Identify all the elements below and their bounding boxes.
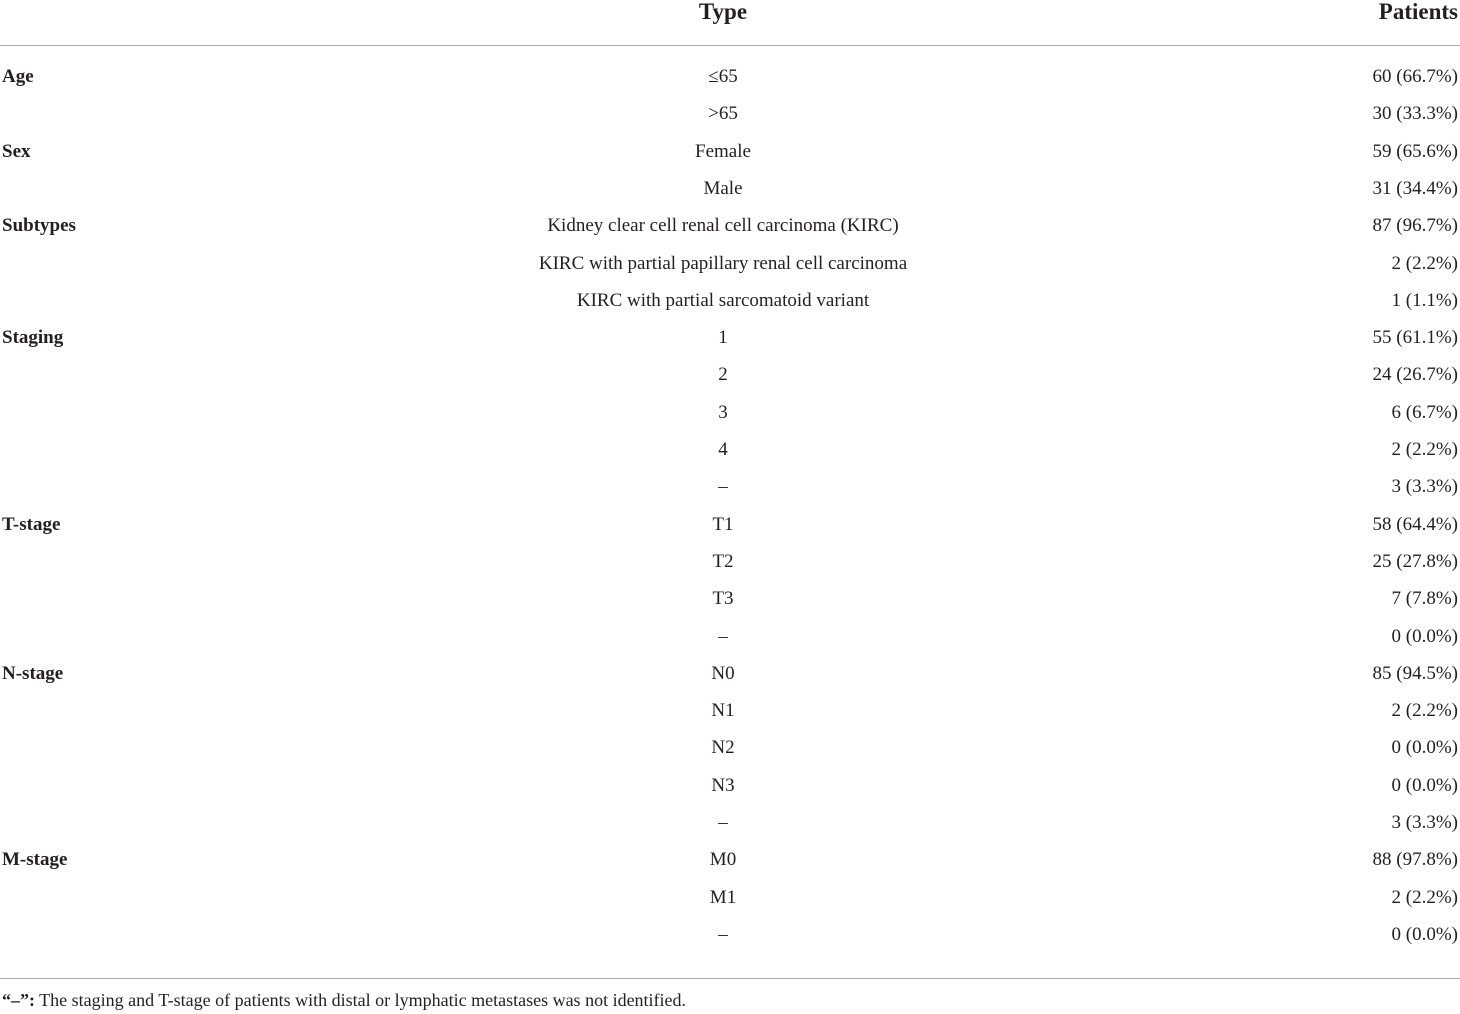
row-type-cell: KIRC with partial sarcomatoid variant (576, 290, 870, 311)
row-patients-cell: 2 (2.2%) (1391, 253, 1458, 274)
table-row (0, 584, 1460, 614)
table-row (0, 920, 1460, 950)
footer-rule (0, 978, 1460, 979)
row-type-cell: – (718, 626, 728, 647)
table-row (0, 622, 1460, 652)
row-type-cell: KIRC with partial papillary renal cell carcinoma (538, 253, 908, 274)
table-row (0, 808, 1460, 838)
row-patients-cell: 60 (66.7%) (1372, 66, 1458, 87)
row-patients-cell: 2 (2.2%) (1391, 700, 1458, 721)
table-footnote (2, 986, 686, 1014)
row-patients-cell: 87 (96.7%) (1372, 215, 1458, 236)
row-type-cell: – (718, 476, 728, 497)
row-patients-cell: 55 (61.1%) (1372, 327, 1458, 348)
table-row (0, 472, 1460, 502)
row-patients-cell: 6 (6.7%) (1391, 402, 1458, 423)
row-patients-cell: 59 (65.6%) (1372, 141, 1458, 162)
row-type-cell: M1 (709, 887, 737, 908)
row-group-label: N-stage (2, 663, 64, 684)
table-row (0, 771, 1460, 801)
row-patients-cell: 30 (33.3%) (1372, 103, 1458, 124)
row-type-cell: Male (703, 178, 743, 199)
row-type-cell: Kidney clear cell renal cell carcinoma (KIRC) (547, 215, 899, 236)
table-row (0, 323, 1460, 353)
row-type-cell: N1 (711, 700, 735, 721)
row-patients-cell: 24 (26.7%) (1372, 364, 1458, 385)
row-type-cell: 1 (718, 327, 728, 348)
table-row (0, 845, 1460, 875)
row-type-cell: M0 (709, 849, 737, 870)
table-row (0, 137, 1460, 167)
row-patients-cell: 88 (97.8%) (1372, 849, 1458, 870)
row-patients-cell: 31 (34.4%) (1372, 178, 1458, 199)
table-row (0, 211, 1460, 241)
footnote-label: “–”: (2, 990, 35, 1010)
column-header-type: Type (698, 0, 748, 24)
row-type-cell: T1 (712, 514, 734, 535)
row-patients-cell: 3 (3.3%) (1391, 476, 1458, 497)
table-row (0, 99, 1460, 129)
row-group-label: Age (2, 66, 34, 87)
footnote-text: The staging and T-stage of patients with distal or lymphatic metastases was not identified. (35, 990, 687, 1010)
row-patients-cell: 0 (0.0%) (1391, 626, 1458, 647)
row-type-cell: N0 (711, 663, 735, 684)
row-patients-cell: 0 (0.0%) (1391, 737, 1458, 758)
row-patients-cell: 0 (0.0%) (1391, 924, 1458, 945)
table-row (0, 547, 1460, 577)
table-row (0, 174, 1460, 204)
row-patients-cell: 7 (7.8%) (1391, 588, 1458, 609)
row-group-label: M-stage (2, 849, 68, 870)
table-row (0, 883, 1460, 913)
row-patients-cell: 3 (3.3%) (1391, 812, 1458, 833)
table-row (0, 398, 1460, 428)
row-patients-cell: 0 (0.0%) (1391, 775, 1458, 796)
row-group-label: Staging (2, 327, 64, 348)
table-row (0, 249, 1460, 279)
table-row (0, 360, 1460, 390)
row-patients-cell: 85 (94.5%) (1372, 663, 1458, 684)
row-type-cell: T2 (712, 551, 734, 572)
row-patients-cell: 1 (1.1%) (1391, 290, 1458, 311)
row-patients-cell: 58 (64.4%) (1372, 514, 1458, 535)
row-group-label: Sex (2, 141, 31, 162)
row-patients-cell: 2 (2.2%) (1391, 439, 1458, 460)
row-type-cell: – (718, 924, 728, 945)
column-header-patients: Patients (1378, 0, 1458, 24)
row-type-cell: T3 (712, 588, 734, 609)
row-patients-cell: 2 (2.2%) (1391, 887, 1458, 908)
row-type-cell: N2 (711, 737, 735, 758)
row-type-cell: 2 (718, 364, 728, 385)
table-row (0, 696, 1460, 726)
table-row (0, 62, 1460, 92)
table-row (0, 733, 1460, 763)
row-group-label: Subtypes (2, 215, 76, 236)
table-row (0, 435, 1460, 465)
row-type-cell: ≤65 (708, 66, 738, 87)
table-row (0, 659, 1460, 689)
row-type-cell: – (718, 812, 728, 833)
row-type-cell: Female (695, 141, 751, 162)
row-type-cell: 3 (718, 402, 728, 423)
table-row (0, 510, 1460, 540)
row-type-cell: N3 (711, 775, 735, 796)
table-row (0, 286, 1460, 316)
row-patients-cell: 25 (27.8%) (1372, 551, 1458, 572)
row-type-cell: >65 (708, 103, 738, 124)
row-group-label: T-stage (2, 514, 61, 535)
row-type-cell: 4 (718, 439, 728, 460)
